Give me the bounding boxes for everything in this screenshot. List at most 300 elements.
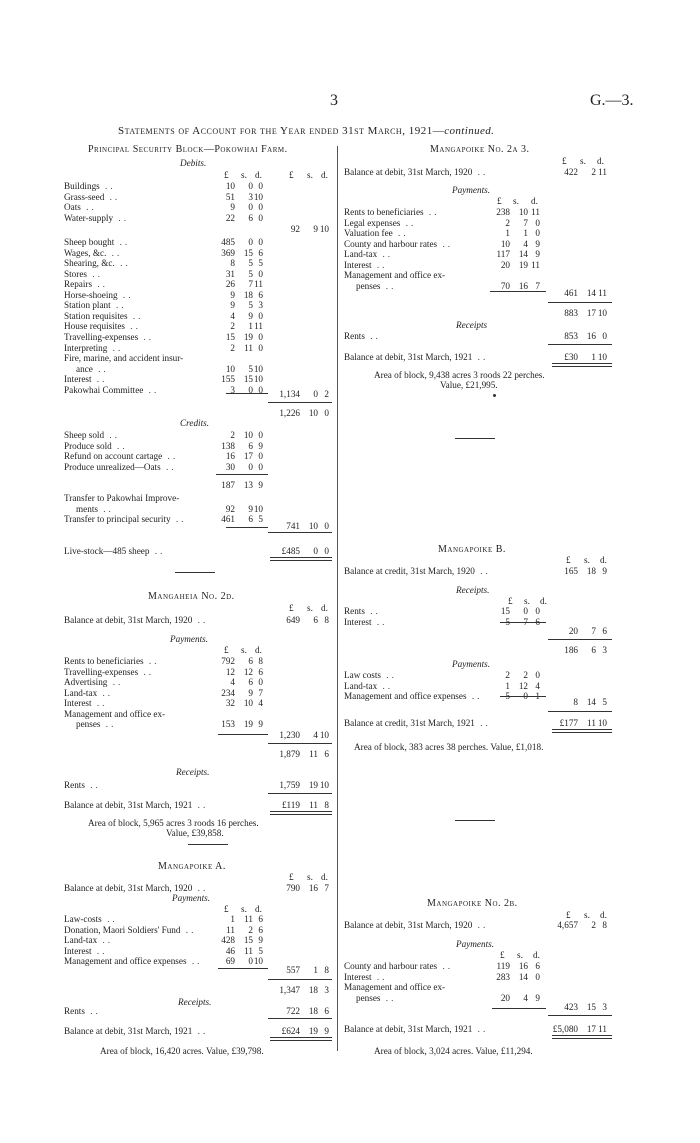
m2d-payment-label: Advertising ..	[64, 677, 124, 688]
principal-debit-pence: 0	[258, 331, 263, 342]
mb-payment-label: Management and office expenses ..	[344, 691, 483, 702]
principal-debit-label: Station requisites ..	[64, 310, 144, 321]
m2b-payment-shillings: 16	[518, 961, 528, 971]
mb-currency: d.	[600, 555, 607, 565]
principal-credit-shillings: 0	[248, 461, 253, 472]
m2a3-payments-total-shillings: 14	[586, 288, 596, 298]
m2b-payment-pence: 9	[535, 992, 540, 1003]
principal-debit-shillings: 5	[248, 363, 253, 374]
total-double-rule	[270, 557, 332, 561]
mb-balance-close-shillings: 11	[587, 718, 596, 728]
principal-debit-shillings: 15	[243, 247, 253, 258]
principal-debit-pence: 0	[258, 268, 263, 279]
m2a3-payment-pounds: 2	[505, 217, 510, 228]
m2b-payment-pence: 0	[535, 971, 540, 982]
principal-debit-label: Oats ..	[64, 202, 97, 213]
ma-receipt-pence: 6	[324, 1006, 329, 1016]
leader-dots: ..	[377, 680, 394, 691]
leader-dots: ..	[400, 217, 417, 228]
principal-credit-label: Produce unrealized—Oats ..	[64, 461, 177, 472]
m2d-payment-shillings: 19	[243, 719, 253, 730]
principal-debit-shillings: 19	[243, 331, 253, 342]
m2a3-balance-open-shillings: 2	[591, 167, 596, 177]
m2d-receipt-pounds: 1,759	[279, 780, 300, 790]
ma-currency: £	[224, 904, 229, 914]
total-rule	[548, 711, 612, 712]
ma-currency: s.	[307, 872, 313, 882]
principal-debit-pounds: 2	[230, 321, 235, 332]
principal-credit-pounds: 2	[230, 430, 235, 440]
m2d-payment-shillings: 12	[243, 666, 253, 677]
m2b-currency: £	[500, 950, 505, 960]
principal-group1-total-pounds: 92	[290, 224, 300, 234]
m2a3-payment-pence: 9	[535, 249, 540, 260]
mb-receipt-shillings: 7	[523, 616, 528, 627]
principal-debit-shillings: 0	[248, 384, 253, 395]
mb-payment-shillings: 12	[518, 680, 528, 691]
mb-payment-shillings: 2	[523, 670, 528, 680]
principal-debit-shillings: 18	[243, 289, 253, 300]
mb-area: Area of block, 383 acres 38 perches. Value, £1,018.	[354, 742, 544, 752]
m2d-payment-label: Rents to beneficiaries ..	[64, 656, 160, 666]
leader-dots: ..	[91, 374, 108, 385]
ma-payment-pounds: 1	[230, 914, 235, 924]
principal-debit-pounds: 10	[225, 181, 235, 191]
m2d-gross-pounds: 1,879	[279, 749, 300, 759]
mb-payment-pounds: 2	[505, 670, 510, 680]
m2a3-payment-label: penses ..	[356, 280, 397, 291]
m2d-balance-close-label: Balance at debit, 31st March, 1921 ..	[64, 800, 209, 810]
principal-debit-pounds: 369	[221, 247, 235, 258]
principal-credit-label: Sheep sold ..	[64, 430, 120, 440]
m2d-payment-pounds: 32	[225, 698, 235, 709]
m2a3-gross-shillings: 17	[586, 308, 596, 318]
m2d-payment-shillings: 10	[243, 698, 253, 709]
m2a3-currency: £	[497, 196, 502, 206]
principal-debit-shillings: 5	[248, 268, 253, 279]
principal-debit-pence: 3	[258, 300, 263, 311]
m2a3-currency: s.	[513, 196, 519, 206]
mb-balance-open-label: Balance at credit, 31st March, 1920 ..	[344, 566, 491, 576]
leader-dots: ..	[364, 331, 381, 341]
m2d-balance-close-pounds: £119	[281, 800, 300, 810]
ma-balance-close-pence: 9	[324, 1026, 329, 1036]
principal-title: Principal Security Block—Pokowhai Farm.	[88, 144, 288, 155]
m2a3-payments-total-pence: 11	[598, 288, 607, 298]
principal-group2-total-pounds: 1,134	[279, 389, 300, 399]
principal-debit-label: House requisites ..	[64, 321, 141, 332]
principal-debit-pence: 5	[258, 258, 263, 269]
mb-payments-total-pence: 5	[602, 697, 607, 707]
leader-dots: ..	[472, 920, 489, 930]
leader-dots: ..	[111, 440, 128, 451]
leader-dots: ..	[472, 167, 489, 177]
m2a3-payment-shillings: 10	[518, 207, 528, 217]
principal-debit-pounds: 26	[225, 279, 235, 290]
leader-dots: ..	[472, 352, 489, 362]
principal-debit-shillings: 0	[248, 181, 253, 191]
m2d-currency: s.	[241, 645, 247, 655]
m2d-payments-total-pence: 10	[319, 730, 329, 740]
m2a3-currency: d.	[531, 196, 538, 206]
mb-payment-pence: 0	[535, 670, 540, 680]
ma-payments-total-pence: 8	[324, 965, 329, 975]
leader-dots: ..	[86, 268, 103, 279]
total-double-rule	[552, 729, 612, 733]
m2b-balance-open-label: Balance at debit, 31st March, 1920 ..	[344, 920, 489, 930]
leader-dots: ..	[113, 212, 129, 223]
principal-credit-pence: 0	[258, 430, 263, 440]
leader-dots: ..	[192, 883, 209, 893]
m2a3-payment-pounds: 10	[500, 238, 510, 249]
mb-payment-label: Law costs ..	[344, 670, 397, 680]
leader-dots: ..	[170, 514, 187, 525]
total-double-rule	[552, 1035, 612, 1039]
principal-transfer-pounds: 92	[225, 503, 235, 514]
m2d-title: Mangaheia No. 2d.	[148, 591, 235, 602]
principal-debit-label: Wages, &c. ..	[64, 247, 123, 258]
principal-debit-label: Buildings ..	[64, 181, 116, 191]
m2d-payment-label: penses ..	[76, 719, 117, 730]
m2d-balance-close-shillings: 11	[309, 800, 318, 810]
m2b-title: Mangapoike No. 2b.	[427, 898, 518, 909]
m2a3-currency: £	[562, 156, 567, 166]
leader-dots: ..	[474, 566, 491, 576]
principal-debit-label: Grass-seed ..	[64, 191, 121, 202]
m2d-payments-total-shillings: 4	[313, 730, 318, 740]
m2d-payment-label: Management and office ex-	[64, 708, 166, 719]
m2a3-balance-close-label: Balance at debit, 31st March, 1921 ..	[344, 352, 489, 362]
m2d-payment-label: Interest ..	[64, 698, 108, 709]
leader-dots: ..	[371, 616, 388, 627]
mb-currency: d.	[540, 596, 547, 606]
m2b-payment-label: County and harbour rates ..	[344, 961, 454, 971]
mb-gross-pence: 3	[602, 645, 607, 655]
m2a3-payment-pounds: 70	[500, 280, 510, 291]
m2a3-payment-label: Land-tax ..	[344, 249, 394, 260]
leader-dots: ..	[192, 615, 209, 625]
m2a3-payment-shillings: 1	[523, 228, 528, 239]
principal-debit-pence: 6	[258, 289, 263, 300]
m2b-balance-close-pounds: £5,080	[552, 1024, 578, 1034]
m2b-payments-total-pence: 3	[602, 1002, 607, 1012]
m2b-balance-open-pence: 8	[602, 920, 607, 930]
mb-payment-label: Land-tax ..	[344, 680, 394, 691]
mark	[493, 394, 496, 397]
mb-receipts-total-pounds: 20	[568, 626, 578, 636]
ma-payment-label: Interest ..	[64, 945, 108, 956]
principal-transfer-shillings: 9	[248, 503, 253, 514]
leader-dots: ..	[101, 914, 118, 924]
mb-payment-pounds: 1	[505, 680, 510, 691]
principal-debit-label: Station plant ..	[64, 300, 127, 311]
total-rule	[268, 1018, 332, 1019]
principal-debit-label: Shearing, &c. ..	[64, 258, 131, 269]
m2a3-balance-close-pence: 10	[597, 352, 607, 362]
m2d-balance-open-pounds: 649	[286, 615, 300, 625]
m2a3-balance-open-pence: 11	[598, 167, 607, 177]
ma-balance-close-pounds: £624	[281, 1026, 300, 1036]
separator	[455, 438, 495, 439]
m2a3-gross-pounds: 883	[564, 308, 578, 318]
mb-payments-label: Payments.	[452, 659, 491, 669]
m2d-receipt-shillings: 19	[308, 780, 318, 790]
m2a3-payment-label: Valuation fee ..	[344, 228, 409, 239]
m2a3-payment-pence: 7	[535, 280, 540, 291]
leader-dots: ..	[127, 310, 144, 321]
ma-payments-total-pounds: 557	[286, 965, 300, 975]
mb-balance-open-shillings: 18	[586, 566, 596, 576]
ma-area: Area of block, 16,420 acres. Value, £39,798.	[100, 1046, 264, 1056]
principal-debit-pounds: 2	[230, 342, 235, 353]
mb-currency: s.	[524, 596, 530, 606]
m2a3-payment-shillings: 19	[518, 259, 528, 270]
principal-credits-total-pence: 0	[324, 521, 329, 531]
ma-receipt-pounds: 722	[286, 1006, 300, 1016]
ma-payment-shillings: 0	[248, 956, 253, 967]
leader-dots: ..	[114, 237, 131, 247]
m2d-payment-label: Land-tax ..	[64, 687, 114, 698]
principal-debits-label: Debits.	[180, 158, 207, 168]
leader-dots: ..	[138, 331, 155, 342]
principal-credits-total-shillings: 10	[308, 521, 318, 531]
m2a3-receipt-pounds: 853	[564, 331, 578, 341]
principal-transfer-pence: 5	[258, 514, 263, 525]
ma-receipt-shillings: 18	[308, 1006, 318, 1016]
m2a3-payment-pence: 0	[535, 217, 540, 228]
ma-payment-pence: 9	[258, 935, 263, 946]
leader-dots: ..	[364, 606, 381, 616]
leader-dots: ..	[80, 202, 97, 213]
principal-debit-pounds: 31	[225, 268, 235, 279]
leader-dots: ..	[380, 280, 397, 291]
separator	[455, 820, 495, 821]
m2d-payment-shillings: 6	[248, 677, 253, 688]
m2b-balance-open-shillings: 2	[591, 920, 596, 930]
leader-dots: ..	[371, 259, 388, 270]
ma-payments-label: Payments.	[172, 893, 211, 903]
leader-dots: ..	[107, 677, 124, 688]
ma-payment-label: Law-costs ..	[64, 914, 118, 924]
m2d-payment-pence: 6	[258, 666, 263, 677]
mb-receipt-shillings: 0	[523, 606, 528, 616]
mb-payment-pence: 4	[535, 680, 540, 691]
principal-transfer-pence: 10	[253, 503, 263, 514]
leader-dots: ..	[371, 971, 388, 982]
principal-debit-shillings: 0	[248, 202, 253, 213]
m2a3-receipt-label: Rents ..	[344, 331, 381, 341]
m2b-payment-pounds: 283	[496, 971, 510, 982]
m2b-payments-label: Payments.	[456, 939, 495, 949]
ma-title: Mangapoike A.	[158, 861, 226, 872]
principal-debit-shillings: 9	[248, 310, 253, 321]
m2b-payments-total-pounds: 423	[564, 1002, 578, 1012]
ma-currency: d.	[321, 872, 328, 882]
total-rule	[216, 474, 268, 475]
mb-currency: £	[508, 596, 513, 606]
m2d-gross-shillings: 11	[309, 749, 318, 759]
principal-debits-total-pounds: 1,226	[279, 408, 300, 418]
m2a3-area: Area of block, 9,438 acres 3 roods 22 perches.	[374, 370, 545, 380]
m2d-payment-shillings: 9	[248, 687, 253, 698]
principal-debit-shillings: 7	[248, 279, 253, 290]
principal-debit-label: Interpreting ..	[64, 342, 124, 353]
document-reference: G.—3.	[590, 92, 634, 109]
leader-dots: ..	[423, 207, 440, 217]
principal-debit-label: Repairs ..	[64, 279, 108, 290]
mb-receipt-pounds: 5	[505, 616, 510, 627]
ma-gross-pounds: 1,347	[279, 985, 300, 995]
m2b-payment-label: Interest ..	[344, 971, 388, 982]
mb-gross-pounds: 186	[564, 645, 578, 655]
mb-gross-shillings: 6	[591, 645, 596, 655]
m2d-payment-pounds: 12	[225, 666, 235, 677]
mb-payments-total-shillings: 14	[586, 697, 596, 707]
leader-dots: ..	[381, 670, 397, 680]
m2a3-payment-pence: 11	[531, 259, 540, 270]
m2b-currency: s.	[517, 950, 523, 960]
m2a3-payment-label: County and harbour rates ..	[344, 238, 454, 249]
total-double-rule	[270, 811, 332, 815]
ma-gross-pence: 3	[324, 985, 329, 995]
total-rule	[268, 979, 332, 980]
principal-debit-pence: 0	[258, 212, 263, 223]
m2d-value: Value, £39,858.	[166, 828, 224, 838]
ma-balance-open-label: Balance at debit, 31st March, 1920 ..	[64, 883, 209, 893]
leader-dots: ..	[192, 800, 209, 810]
m2a3-receipts-label: Receipts	[456, 320, 488, 330]
principal-debit-shillings: 5	[248, 300, 253, 311]
leader-dots: ..	[143, 384, 160, 395]
m2a3-payment-pounds: 238	[496, 207, 510, 217]
mb-receipt-label: Interest ..	[344, 616, 388, 627]
leader-dots: ..	[107, 342, 124, 353]
principal-debits-total-shillings: 10	[308, 408, 318, 418]
ma-balance-close-label: Balance at debit, 31st March, 1921 ..	[64, 1026, 209, 1036]
leader-dots: ..	[97, 687, 114, 698]
m2d-payments-total-pounds: 1,230	[279, 730, 300, 740]
m2a3-balance-open-label: Balance at debit, 31st March, 1920 ..	[344, 167, 489, 177]
leader-dots: ..	[104, 191, 121, 202]
principal-group1-total-pence: 10	[319, 224, 329, 234]
m2d-currency: d.	[255, 645, 262, 655]
mb-receipts-label: Receipts.	[456, 585, 490, 595]
leader-dots: ..	[117, 289, 134, 300]
leader-dots: ..	[186, 956, 203, 967]
principal-livestock-pence: 0	[324, 546, 329, 556]
principal-debit-label: Pakowhai Committee ..	[64, 384, 160, 395]
ma-payment-label: Donation, Maori Soldiers' Fund ..	[64, 924, 197, 935]
principal-debit-pounds: 3	[230, 384, 235, 395]
principal-debit-pounds: 8	[230, 258, 235, 269]
principal-debit-label: Sheep bought ..	[64, 237, 131, 247]
m2a3-payment-pence: 11	[531, 207, 540, 217]
mb-receipts-total-shillings: 7	[591, 626, 596, 636]
principal-debit-pence: 0	[258, 384, 263, 395]
total-double-rule	[552, 363, 612, 367]
ma-balance-open-pounds: 790	[286, 883, 300, 893]
m2a3-receipt-pence: 0	[602, 331, 607, 341]
m2d-receipt-label: Rents ..	[64, 780, 101, 790]
leader-dots: ..	[380, 992, 397, 1003]
leader-dots: ..	[124, 321, 141, 332]
ma-payment-shillings: 11	[244, 914, 253, 924]
principal-debit-pence: 0	[258, 310, 263, 321]
m2d-gross-pence: 6	[324, 749, 329, 759]
leader-dots: ..	[84, 780, 101, 790]
column-divider	[337, 146, 338, 1051]
leader-dots: ..	[192, 1026, 209, 1036]
principal-credit-shillings: 17	[243, 451, 253, 462]
mb-title: Mangapoike B.	[438, 544, 506, 555]
m2d-balance-open-shillings: 6	[313, 615, 318, 625]
principal-credit-pence: 9	[258, 440, 263, 451]
principal-debit-pounds: 4	[230, 310, 235, 321]
m2d-balance-open-label: Balance at debit, 31st March, 1920 ..	[64, 615, 209, 625]
total-rule	[548, 1015, 612, 1016]
leader-dots: ..	[100, 719, 117, 730]
mb-balance-open-pounds: 165	[564, 566, 578, 576]
leader-dots: ..	[92, 363, 109, 374]
m2d-receipt-pence: 10	[319, 780, 329, 790]
principal-credit-shillings: 6	[248, 440, 253, 451]
mb-payments-total-pounds: 8	[573, 697, 578, 707]
leader-dots: ..	[474, 718, 491, 728]
principal-debit-label: Fire, marine, and accident insur-	[64, 353, 184, 364]
m2b-payments-total-shillings: 15	[586, 1002, 596, 1012]
m2a3-payment-label: Interest ..	[344, 259, 388, 270]
m2b-payment-shillings: 4	[523, 992, 528, 1003]
principal-debit-pence: 0	[258, 202, 263, 213]
m2a3-balance-open-pounds: 422	[564, 167, 578, 177]
ma-payment-label: Land-tax ..	[64, 935, 114, 946]
principal-credit-label: Refund on account cartage ..	[64, 451, 179, 462]
total-rule	[548, 344, 612, 345]
mb-balance-close-label: Balance at credit, 31st March, 1921 ..	[344, 718, 491, 728]
mb-receipt-label: Rents ..	[344, 606, 381, 616]
m2d-area: Area of block, 5,965 acres 3 roods 16 perches.	[88, 818, 259, 828]
principal-credit-pounds: 30	[225, 461, 235, 472]
m2b-balance-close-label: Balance at debit, 31st March, 1921 ..	[344, 1024, 489, 1034]
principal-debit-label: Horse-shoeing ..	[64, 289, 134, 300]
principal-debit-shillings: 1	[248, 321, 253, 332]
leader-dots: ..	[84, 1006, 101, 1016]
leader-dots: ..	[437, 961, 454, 971]
principal-debit-shillings: 3	[248, 191, 253, 202]
m2d-payment-pounds: 4	[230, 677, 235, 688]
m2a3-payments-label: Payments.	[452, 185, 491, 195]
leader-dots: ..	[180, 924, 197, 935]
principal-debit-shillings: 6	[248, 212, 253, 223]
principal-credits-subtotal-pence: 9	[258, 480, 263, 490]
mb-balance-close-pounds: £177	[559, 718, 578, 728]
ma-payment-shillings: 11	[244, 945, 253, 956]
principal-debit-pence: 0	[258, 181, 263, 191]
m2b-payment-pounds: 20	[500, 992, 510, 1003]
leader-dots: ..	[437, 238, 454, 249]
principal-credit-label: Produce sold ..	[64, 440, 128, 451]
m2a3-payment-pounds: 1	[505, 228, 510, 239]
mb-payment-shillings: 0	[523, 691, 528, 702]
principal-debit-label: Travelling-expenses ..	[64, 331, 155, 342]
leader-dots: ..	[106, 247, 123, 258]
mb-currency: £	[566, 555, 571, 565]
principal-debit-shillings: 15	[243, 374, 253, 385]
principal-debit-label: ance ..	[76, 363, 109, 374]
m2b-payment-label: penses ..	[356, 992, 397, 1003]
total-rule	[268, 793, 332, 794]
principal-debit-pounds: 485	[221, 237, 235, 247]
